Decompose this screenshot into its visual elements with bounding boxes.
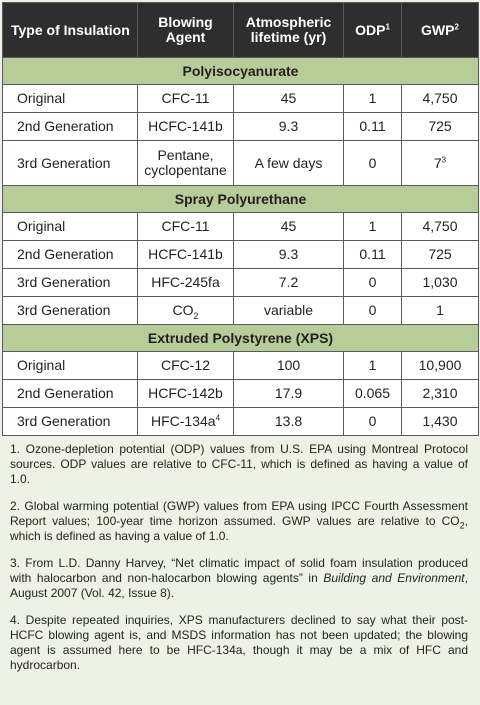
lifetime-cell: 100 — [234, 352, 344, 380]
gwp-cell: 4,750 — [402, 85, 479, 113]
header-blowing-agent: Blowing Agent — [138, 3, 234, 58]
lifetime-cell: A few days — [234, 141, 344, 186]
odp-cell: 0.11 — [344, 241, 402, 269]
gwp-cell: 1,030 — [402, 269, 479, 297]
odp-cell: 1 — [344, 352, 402, 380]
odp-cell: 0 — [344, 408, 402, 436]
odp-cell: 0 — [344, 141, 402, 186]
odp-cell: 0 — [344, 269, 402, 297]
type-cell: 3rd Generation — [3, 141, 138, 186]
table-row — [3, 241, 479, 269]
table-row — [3, 380, 479, 408]
header-type: Type of Insulation — [3, 3, 138, 58]
gwp-cell: 1,430 — [402, 408, 479, 436]
odp-cell: 1 — [344, 85, 402, 113]
type-cell: 2nd Generation — [3, 380, 138, 408]
table-row — [3, 352, 479, 380]
table-row — [3, 297, 479, 325]
section-title: Polyisocyanurate — [3, 58, 479, 85]
type-cell: 2nd Generation — [3, 241, 138, 269]
gwp-cell: 10,900 — [402, 352, 479, 380]
type-cell: Original — [3, 213, 138, 241]
table-row — [3, 213, 479, 241]
lifetime-cell: 9.3 — [234, 241, 344, 269]
type-cell: 2nd Generation — [3, 113, 138, 141]
agent-cell: HFC-245fa — [138, 269, 234, 297]
agent-cell: HCFC-141b — [138, 241, 234, 269]
footnote-4: 4. Despite repeated inquiries, XPS manufacturers declined to say what their post-HCFC blowing agent is, and MSDS information has not been updated; the blowing agent is assumed here to be HFC-134a, though it may be a mix of HFC and hydrocarbon. — [10, 613, 468, 672]
footnote-1: 1. Ozone-depletion potential (ODP) values from U.S. EPA using Montreal Protocol sources. ODP values are relative to CFC-11, which is defined as having a value of 1.0. — [10, 442, 468, 486]
section-title: Extruded Polystyrene (XPS) — [3, 325, 479, 352]
footnote-3: 3. From L.D. Danny Harvey, “Net climatic impact of solid foam insulation produced with halocarbon and non-halocarbon blowing agents” in Building and Environment, August 2007 (Vol. 42, Issue 8). — [10, 556, 468, 600]
type-cell: 3rd Generation — [3, 269, 138, 297]
agent-cell: $CO_2$ — [138, 297, 234, 325]
table-row — [3, 113, 479, 141]
agent-cell: Pentane, cyclopentane — [138, 141, 234, 186]
insulation-table — [2, 2, 479, 436]
footnotes — [2, 436, 478, 673]
type-cell: Original — [3, 85, 138, 113]
footnote-2: 2. Global warming potential (GWP) values from EPA using IPCC Fourth Assessment Report values; 100-year time horizon assumed. GWP values are relative to $CO_2$, which is defined as having a value of 1.0. — [10, 499, 468, 543]
lifetime-cell: variable — [234, 297, 344, 325]
header-row — [3, 3, 479, 58]
agent-cell: CFC-12 — [138, 352, 234, 380]
table-row — [3, 408, 479, 436]
lifetime-cell: 13.8 — [234, 408, 344, 436]
section-row-polyisocyanurate — [3, 58, 479, 85]
agent-cell: HCFC-141b — [138, 113, 234, 141]
odp-cell: 0 — [344, 297, 402, 325]
lifetime-cell: 45 — [234, 213, 344, 241]
table-row — [3, 269, 479, 297]
section-row-spray-polyurethane — [3, 186, 479, 213]
section-title: Spray Polyurethane — [3, 186, 479, 213]
header-odp: ODP$^1$ — [344, 3, 402, 58]
type-cell: Original — [3, 352, 138, 380]
table-row — [3, 141, 479, 186]
header-lifetime: Atmospheric lifetime (yr) — [234, 3, 344, 58]
lifetime-cell: 17.9 — [234, 380, 344, 408]
lifetime-cell: 45 — [234, 85, 344, 113]
type-cell: 3rd Generation — [3, 297, 138, 325]
section-row-extruded-polystyrene — [3, 325, 479, 352]
gwp-cell: 1 — [402, 297, 479, 325]
gwp-cell: 725 — [402, 241, 479, 269]
type-cell: 3rd Generation — [3, 408, 138, 436]
gwp-cell: $7^3$ — [402, 141, 479, 186]
lifetime-cell: 9.3 — [234, 113, 344, 141]
odp-cell: 0.11 — [344, 113, 402, 141]
agent-cell: CFC-11 — [138, 213, 234, 241]
agent-cell: HFC-$134a^4$ — [138, 408, 234, 436]
table-row — [3, 85, 479, 113]
odp-cell: 0.065 — [344, 380, 402, 408]
gwp-cell: 2,310 — [402, 380, 479, 408]
header-gwp: GWP$^2$ — [402, 3, 479, 58]
lifetime-cell: 7.2 — [234, 269, 344, 297]
agent-cell: HCFC-142b — [138, 380, 234, 408]
odp-cell: 1 — [344, 213, 402, 241]
agent-cell: CFC-11 — [138, 85, 234, 113]
gwp-cell: 4,750 — [402, 213, 479, 241]
gwp-cell: 725 — [402, 113, 479, 141]
